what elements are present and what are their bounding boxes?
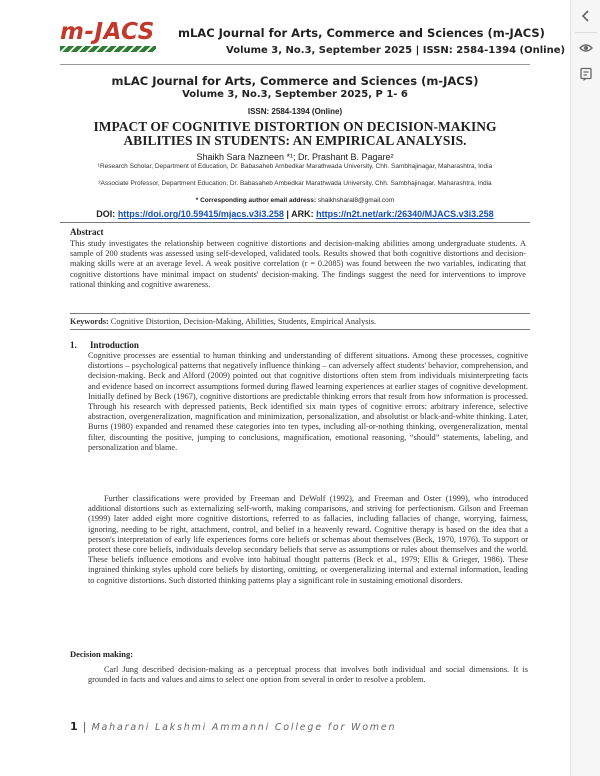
ark-link[interactable]: https://n2t.net/ark:/26340/MJACS.v3i3.258 bbox=[316, 209, 494, 219]
paper-title-line1: IMPACT OF COGNITIVE DISTORTION ON DECISION-MAKING bbox=[93, 119, 497, 134]
corresponding-author bbox=[60, 197, 530, 204]
corresponding-label: * Corresponding author email address: bbox=[195, 197, 317, 204]
header-journal-title: mLAC Journal for Arts, Commerce and Sciences (m-JACS) bbox=[178, 26, 545, 40]
chevron-left-icon[interactable] bbox=[576, 6, 596, 26]
affiliation-2: ²Associate Professor, Department Education, Dr. Babasaheb Ambedkar Marathwada University, Chh. Sambhajinagar, Maharashtra, India bbox=[98, 180, 492, 187]
logo-text: m-JACS bbox=[60, 19, 155, 45]
volume-line: Volume 3, No.3, September 2025, P 1- 6 bbox=[182, 89, 408, 100]
logo-stripe bbox=[60, 46, 156, 52]
page-footer bbox=[70, 715, 396, 734]
ark-label: | ARK: bbox=[286, 209, 314, 219]
keywords-text: Cognitive Distortion, Decision-Making, Abilities, Students, Empirical Analysis. bbox=[110, 317, 377, 326]
journal-title: mLAC Journal for Arts, Commerce and Sciences (m-JACS) bbox=[111, 74, 479, 88]
annotation-icon[interactable] bbox=[576, 64, 596, 84]
abstract-text: This study investigates the relationship between cognitive distortions and decision-making abilities among undergraduate students. A sample of 200 students was assessed using self-developed, validated tools. Results showed that both cognitive distortions and decision-making skills were at an average level. A weak positive correlation (r = 0.2085) was found between the two variables, indicating that cognitive distortions have minimal impact on students' decision-making. The findings suggest the need for interventions to improve rational thinking and cognitive awareness. bbox=[70, 239, 526, 289]
section-title: Introduction bbox=[90, 340, 139, 350]
paper-title-line2: ABILITIES IN STUDENTS: AN EMPIRICAL ANALYSIS. bbox=[123, 133, 467, 148]
doi-line bbox=[60, 209, 530, 219]
footer-separator: | bbox=[82, 720, 87, 733]
eye-icon[interactable] bbox=[576, 38, 596, 58]
header-volume-line: Volume 3, No.3, September 2025 | ISSN: 2584-1394 (Online) bbox=[226, 45, 566, 56]
corresponding-email[interactable]: shaikhsharal8@gmail.com bbox=[317, 197, 395, 204]
college-name: Maharani Lakshmi Ammanni College for Women bbox=[91, 722, 397, 733]
introduction-heading bbox=[70, 340, 139, 350]
keywords-divider-bottom bbox=[70, 329, 530, 330]
keywords-label: Keywords: bbox=[70, 317, 109, 326]
keywords-divider-top bbox=[70, 313, 530, 314]
page-number: 1 bbox=[70, 720, 78, 733]
affiliation-1: ¹Research Scholar, Department of Education, Dr. Babasaheb Ambedkar Marathwada University, Chh. Sambhajinagar, Maharashtra, India bbox=[97, 163, 493, 170]
authors: Shaikh Sara Nazneen *¹; Dr. Prashant B. Pagare² bbox=[196, 152, 394, 162]
doi-link[interactable]: https://doi.org/10.59415/mjacs.v3i3.258 bbox=[117, 209, 284, 219]
header-divider bbox=[60, 64, 530, 65]
section-number: 1. bbox=[70, 340, 77, 350]
doi-divider bbox=[60, 222, 530, 223]
paper-title bbox=[60, 120, 530, 148]
introduction-paragraph-2: Further classifications were provided by Freeman and DeWolf (1992), and Freeman and Oster (1999), who introduced additional distortions such as externalizing self-worth, making comparisons, and striving for perfectionism. Gilson and Freeman (1999) later added eight more cognitive distortions, referred to as fallacies, including fallacies of change, worrying, fairness, ignoring, needing to be right, attachment, control, and belief in a heavenly reward. Cognitive therapy is based on the idea that a person's interpretation of early life experiences forms core beliefs or schemas about themselves (Beck, 1970, 1976). To support or protect these core beliefs, individuals develop secondary beliefs that serve as assumptions or rules about themselves and the world. These beliefs influence emotions and evolve into habitual thought patterns (Beck et al., 1979; Ellis & Grieger, 1986). These ingrained thinking styles uphold core beliefs by distorting, omitting, or overgeneralizing internal and external information, leading to cognitive distortions. Such distorted thinking patterns play a significant role in sustaining emotional disorders. bbox=[88, 494, 528, 585]
abstract-heading: Abstract bbox=[70, 227, 104, 237]
doi-label: DOI: bbox=[96, 209, 116, 219]
keywords bbox=[70, 317, 376, 326]
decision-making-heading: Decision making: bbox=[70, 649, 134, 659]
issn-line: ISSN: 2584-1394 (Online) bbox=[247, 107, 343, 116]
introduction-paragraph-1: Cognitive processes are essential to human thinking and understanding of different situations. Among these processes, cognitive distortions – psychological patterns that negatively influence thinking – can adversely affect students' behavior, comprehension, and decision-making. Beck and Alford (2009) pointed out that cognitive distortions often stem from individuals misinterpreting facts and evidence based on incorrect assumptions formed during flawed learning experiences at earlier stages of cognitive development. Initially defined by Beck (1967), cognitive distortions are predictable thinking errors that result from how information is processed. Through his research with depressed patients, Beck identified six main types of cognitive errors: arbitrary inference, selective abstraction, overgeneralization, magnification and minimization, personalization, and absolutist or black-and-white thinking. Later, Burns (1980) expanded and renamed these categories into ten types, including all-or-nothing thinking, overgeneralization, mental filter, discounting the positive, jumping to conclusions, magnification, emotional reasoning, “should” statements, labeling, and personalization and blame. bbox=[88, 351, 528, 452]
journal-logo bbox=[60, 20, 160, 52]
toolbar-divider bbox=[575, 32, 597, 33]
decision-making-paragraph: Carl Jung described decision-making as a perceptual process that involves both individual and social dimensions. It is grounded in facts and values and aims to select one option from several in order to resolve a problem. bbox=[88, 665, 528, 685]
viewer-side-toolbar bbox=[570, 0, 600, 776]
